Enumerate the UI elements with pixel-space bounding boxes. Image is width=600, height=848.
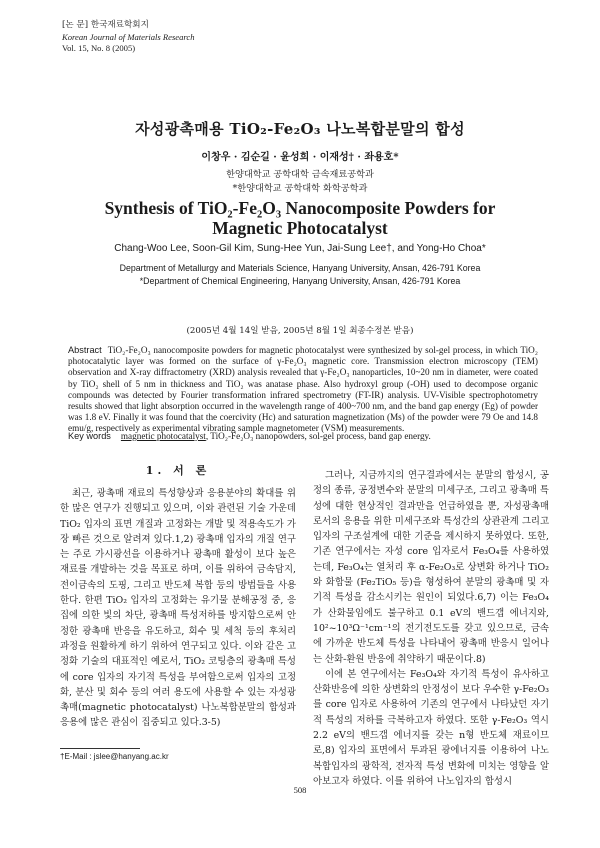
abstract bbox=[68, 345, 538, 435]
keywords bbox=[68, 431, 538, 441]
page-number: 508 bbox=[293, 785, 307, 795]
affiliation-en-1: Department of Metallurgy and Materials Science, Hanyang University, Ansan, 426-791 Korea bbox=[119, 263, 481, 273]
body-paragraph: 최근, 광촉매 재료의 특성향상과 응용분야의 확대를 위한 많은 연구가 진행되고 있으며, 이와 관련된 기술 가운데 TiO₂ 입자의 표면 개질과 고정화는 개발 및 적용속도가 가장 빠른 것으로 알려져 있다.1,2) 광촉매 입자의 개질 연구는 주로 가시광선을 이용하거나 광촉매 활성이 보다 높은 재료를 개발하는 것을 목표로 하며, 이를 위하여 금속담지, 전이금속의 도핑, 그리고 반도체 복합 등의 방법들을 사용한다. 한편 TiO₂ 입자의 고정화는 유기물 분해공정 중, 응집에 의한 빛의 차단, 광촉매 특성저하를 방지함으로써 안정한 광촉매 반응을 유도하고, 회수 및 세척 등의 후처리 과정을 원활하게 하기 위하여 연구되고 있다. 이와 같은 고정화 기술의 대표적인 예로서, TiO₂ 코팅층의 광촉매 특성에 core 입자의 자기적 특성을 부여함으로써 입자의 고정화, 분산 및 회수 등의 여러 용도에 사용할 수 있는 자성광촉매(magnetic photocatalyst) 나노복합분말의 합성과 응용에 많은 관심이 집중되고 있다.3-5) bbox=[60, 488, 296, 729]
abstract-label: Abstract bbox=[68, 345, 102, 355]
footnote-rule bbox=[60, 748, 140, 749]
journal-header-kr: [논 문] 한국재료학회지 bbox=[62, 20, 149, 30]
journal-volume: Vol. 15, No. 8 (2005) bbox=[62, 43, 136, 53]
keyword-link[interactable]: magnetic photocatalyst bbox=[120, 431, 206, 441]
paper-title-en bbox=[0, 198, 600, 238]
paper-title-en-line-2: Magnetic Photocatalyst bbox=[212, 218, 388, 238]
paper-title-kr: 자성광촉매용 TiO₂-Fe₂O₃ 나노복합분말의 합성 bbox=[135, 120, 465, 138]
received-dates: (2005년 4월 14일 받음, 2005년 8월 1일 최종수정본 받음) bbox=[186, 326, 414, 336]
keywords-rest: , TiO₂-Fe₂O₃ nanopowders, sol-gel process, band gap energy. bbox=[205, 431, 431, 441]
authors-en: Chang-Woo Lee, Soon-Gil Kim, Sung-Hee Yun, Jai-Sung Lee†, and Yong-Ho Choa* bbox=[114, 243, 486, 254]
affiliation-kr-2: *한양대학교 공학대학 화학공학과 bbox=[232, 183, 368, 194]
keywords-label: Key words bbox=[68, 431, 111, 441]
affiliation-kr-1: 한양대학교 공학대학 금속재료공학과 bbox=[226, 169, 374, 180]
paper-title-en-line-1: Synthesis of TiO₂-Fe₂O₃ Nanocomposite Powders for bbox=[104, 198, 496, 218]
abstract-text: TiO₂-Fe₂O₃ nanocomposite powders for magnetic photocatalyst were synthesized by sol-gel process, in which TiO₂ photocatalytic layer was formed on the surface of γ-Fe₂O₃ magnetic core. Transmission electron microscopy (TEM) observation and X-ray diffractometry (XRD) analysis revealed that γ-Fe₂O₃ nanoparticles, 10~20 nm in diameter, were coated by TiO₂ shell of 5 nm in thickness and TiO₂ was anatase phase. Also hydroxyl group (-OH) used to decompose organic compounds was detected by Fourier transformation infrared spectrometry (FT-IR) analysis. UV-Visible spectrophotometry results showed that light absorption occurred in the wavelength range of 400~700 nm, and the band gap energy (Eg) of powder was 1.8 eV. Finally it was found that the coercivity (Hc) and saturation magnetization (Ms) of the powder were 79 Oe and 14.8 emu/g, respectively as experimental vibrating sample magnetometer (VSM) measurements. bbox=[68, 345, 538, 434]
body-column-right bbox=[313, 468, 549, 789]
journal-name-en: Korean Journal of Materials Research bbox=[62, 31, 195, 42]
journal-header bbox=[62, 20, 195, 55]
authors-kr: 이창우 · 김순길 · 윤성희 · 이재성† · 좌용호* bbox=[201, 152, 399, 163]
footnote-email: †E-Mail : jslee@hanyang.ac.kr bbox=[60, 752, 169, 761]
body-paragraph: 이에 본 연구에서는 Fe₃O₄와 자기적 특성이 유사하고 산화반응에 의한 상변화의 안정성이 보다 우수한 γ-Fe₂O₃를 core 입자로 사용하여 기존의 연구에서 나타났던 자기적 특성의 저하를 극복하고자 하였다. 또한 γ-Fe₂O₃ 역시 2.2 eV의 밴드갭 에너지를 갖는 n형 반도체 재료이므로,8) 입자의 표면에서 투과된 광에너지를 이용하여 나노복합입자의 광학적, 전자적 특성 변화에 미치는 영향을 알아보고자 하였다. 이를 위하여 나노입자의 합성시 bbox=[313, 668, 549, 787]
section-title: 1. 서 론 bbox=[145, 464, 211, 477]
affiliation-en-2: *Department of Chemical Engineering, Hanyang University, Ansan, 426-791 Korea bbox=[139, 276, 461, 286]
body-paragraph: 그러나, 지금까지의 연구결과에서는 분말의 합성시, 공정의 종류, 공정변수와 분말의 미세구조, 그리고 광촉매 특성에 대한 현상적인 결과만을 언급하였을 뿐, 자성광촉매로서의 응용을 위한 미세구조와 특성간의 상관관계 그리고 입자의 구조설계에 대한 기준을 제시하지 못하였다. 또한, 기존 연구에서는 자성 core 입자로서 Fe₃O₄를 사용하였는데, Fe₃O₄는 열처리 후 α-Fe₂O₃로 상변화 하거나 TiO₂와 화합물 (Fe₂TiO₅ 등)을 형성하여 분말의 광촉매 및 자기적 특성을 감소시키는 원인이 되었다.6,7) 이는 Fe₃O₄가 산화물임에도 불구하고 0.1 eV의 밴드갭 에너지와, 10²~10³Ω⁻¹cm⁻¹의 전기전도도를 갖고 있으므로, 금속에 가까운 반도체 특성을 나타내어 광촉매 반응시 일어나는 산화-환원 반응에 취약하기 때문이다.8) bbox=[313, 470, 549, 665]
body-column-left bbox=[60, 486, 296, 731]
